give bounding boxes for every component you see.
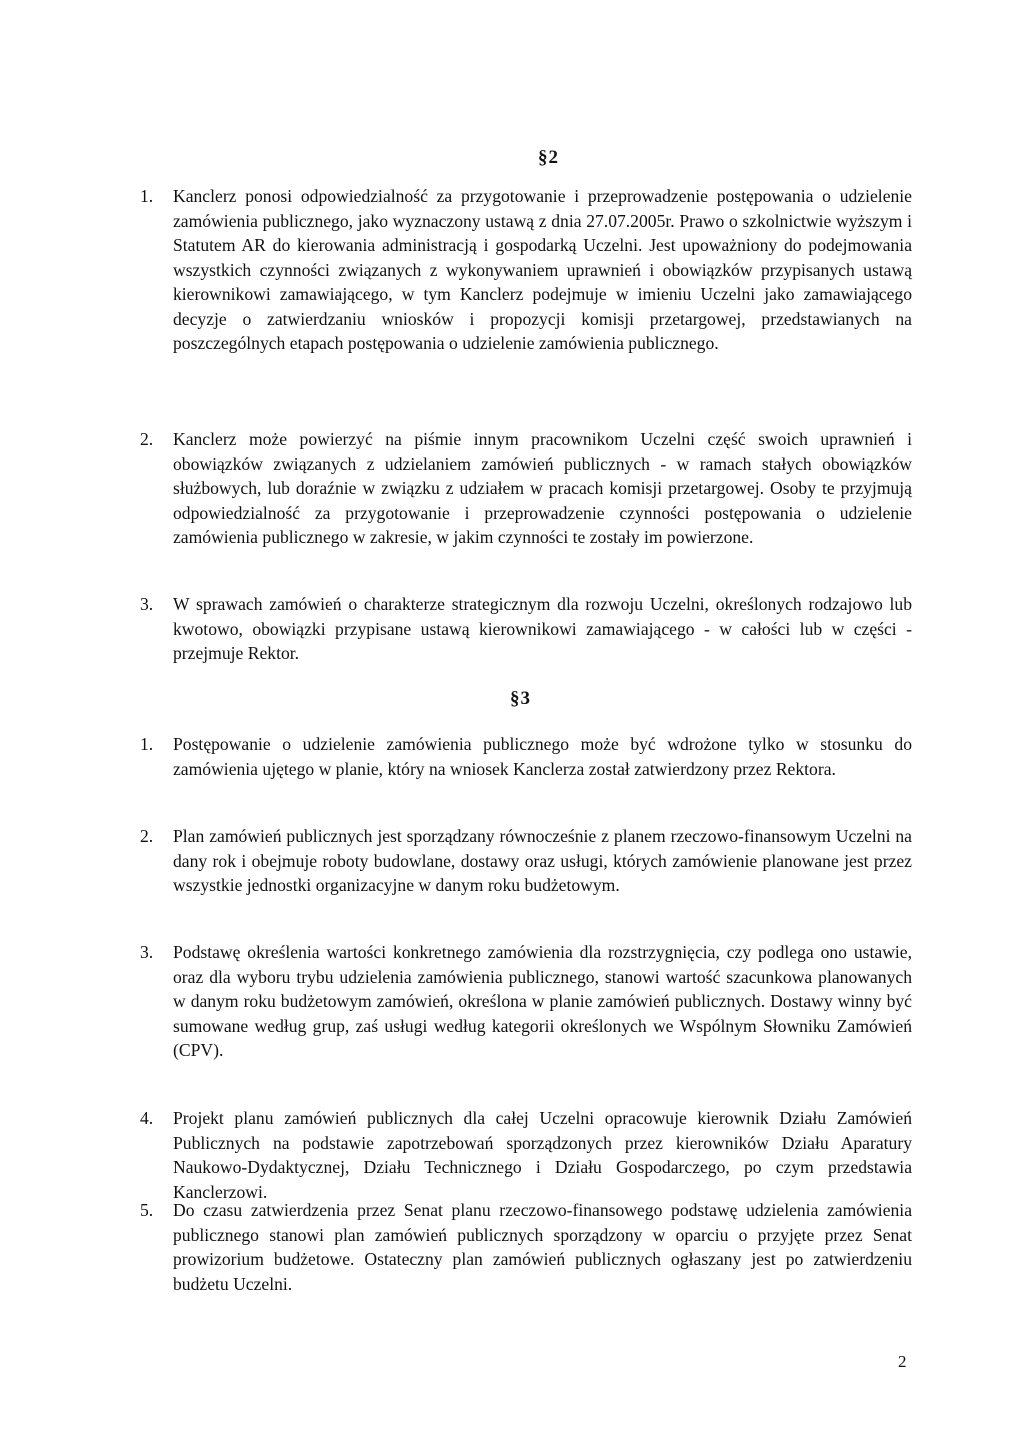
paragraph-text: Podstawę określenia wartości konkretnego zamówienia dla rozstrzygnięcia, czy podlega ono ustawie, oraz dla wyboru trybu udzielenia zamówienia publicznego, stanowi wartość szacunkowa planowanych w danym roku budżetowym zamówień, określona w planie zamówień publicznych. Dostawy winny być sumowane według grup, zaś usługi według kategorii określonych we Wspólnym Słowniku Zamówień (CPV). [173, 942, 912, 1060]
section-heading-3: §3 [510, 688, 531, 709]
paragraph-3-3 [140, 940, 912, 1063]
paragraph-text: Do czasu zatwierdzenia przez Senat planu rzeczowo-finansowego podstawę udzielenia zamówienia publicznego stanowi plan zamówień publicznych sporządzony w oparciu o przyjęte przez Senat prowizorium budżetowe. Ostateczny plan zamówień publicznych ogłaszany jest po zatwierdzeniu budżetu Uczelni. [173, 1200, 912, 1294]
paragraph-text: Kanclerz może powierzyć na piśmie innym pracownikom Uczelni część swoich uprawnień i obowiązków związanych z udzielaniem zamówień publicznych - w ramach stałych obowiązków służbowych, lub doraźnie w związku z udziałem w pracach komisji przetargowej. Osoby te przyjmują odpowiedzialność za przygotowanie i przeprowadzenie czynności postępowania o udzielenie zamówienia publicznego w zakresie, w jakim czynności te zostały im powierzone. [173, 429, 912, 547]
paragraph-3-4 [140, 1106, 912, 1204]
paragraph-number: 3. [140, 594, 154, 614]
paragraph-2-1 [140, 184, 912, 356]
paragraph-2-3 [140, 592, 912, 666]
paragraph-text: W sprawach zamówień o charakterze strategicznym dla rozwoju Uczelni, określonych rodzajowo lub kwotowo, obowiązki przypisane ustawą kierownikowi zamawiającego - w całości lub w części - przejmuje Rektor. [173, 594, 912, 663]
paragraph-number: 1. [140, 734, 154, 754]
paragraph-number: 4. [140, 1108, 154, 1128]
paragraph-3-1 [140, 732, 912, 781]
paragraph-number: 1. [140, 186, 154, 206]
paragraph-text: Postępowanie o udzielenie zamówienia publicznego może być wdrożone tylko w stosunku do zamówienia ujętego w planie, który na wniosek Kanclerza został zatwierdzony przez Rektora. [173, 734, 912, 779]
paragraph-text: Kanclerz ponosi odpowiedzialność za przygotowanie i przeprowadzenie postępowania o udzielenie zamówienia publicznego, jako wyznaczony ustawą z dnia 27.07.2005r. Prawo o szkolnictwie wyższym i Statutem AR do kierowania administracją i gospodarką Uczelni. Jest upoważniony do podejmowania wszystkich czynności związanych z wykonywaniem uprawnień i obowiązków przypisanych ustawą kierownikowi zamawiającego, w tym Kanclerz podejmuje w imieniu Uczelni jako zamawiającego decyzje o zatwierdzaniu wniosków i propozycji komisji przetargowej, przedstawianych na poszczególnych etapach postępowania o udzielenie zamówienia publicznego. [173, 186, 912, 353]
paragraph-number: 3. [140, 942, 154, 962]
paragraph-2-2 [140, 427, 912, 550]
paragraph-number: 2. [140, 826, 154, 846]
paragraph-text: Plan zamówień publicznych jest sporządzany równocześnie z planem rzeczowo-finansowym Uczelni na dany rok i obejmuje roboty budowlane, dostawy oraz usługi, których zamówienie planowane jest przez wszystkie jednostki organizacyjne w danym roku budżetowym. [173, 826, 912, 895]
paragraph-3-5 [140, 1198, 912, 1296]
section-heading-2: §2 [538, 147, 559, 168]
page-number: 2 [898, 1352, 907, 1371]
paragraph-number: 5. [140, 1200, 154, 1220]
paragraph-3-2 [140, 824, 912, 898]
paragraph-number: 2. [140, 429, 154, 449]
paragraph-text: Projekt planu zamówień publicznych dla całej Uczelni opracowuje kierownik Działu Zamówień Publicznych na podstawie zapotrzebowań sporządzonych przez kierowników Działu Aparatury Naukowo-Dydaktycznej, Działu Technicznego i Działu Gospodarczego, po czym przedstawia Kanclerzowi. [173, 1108, 912, 1202]
